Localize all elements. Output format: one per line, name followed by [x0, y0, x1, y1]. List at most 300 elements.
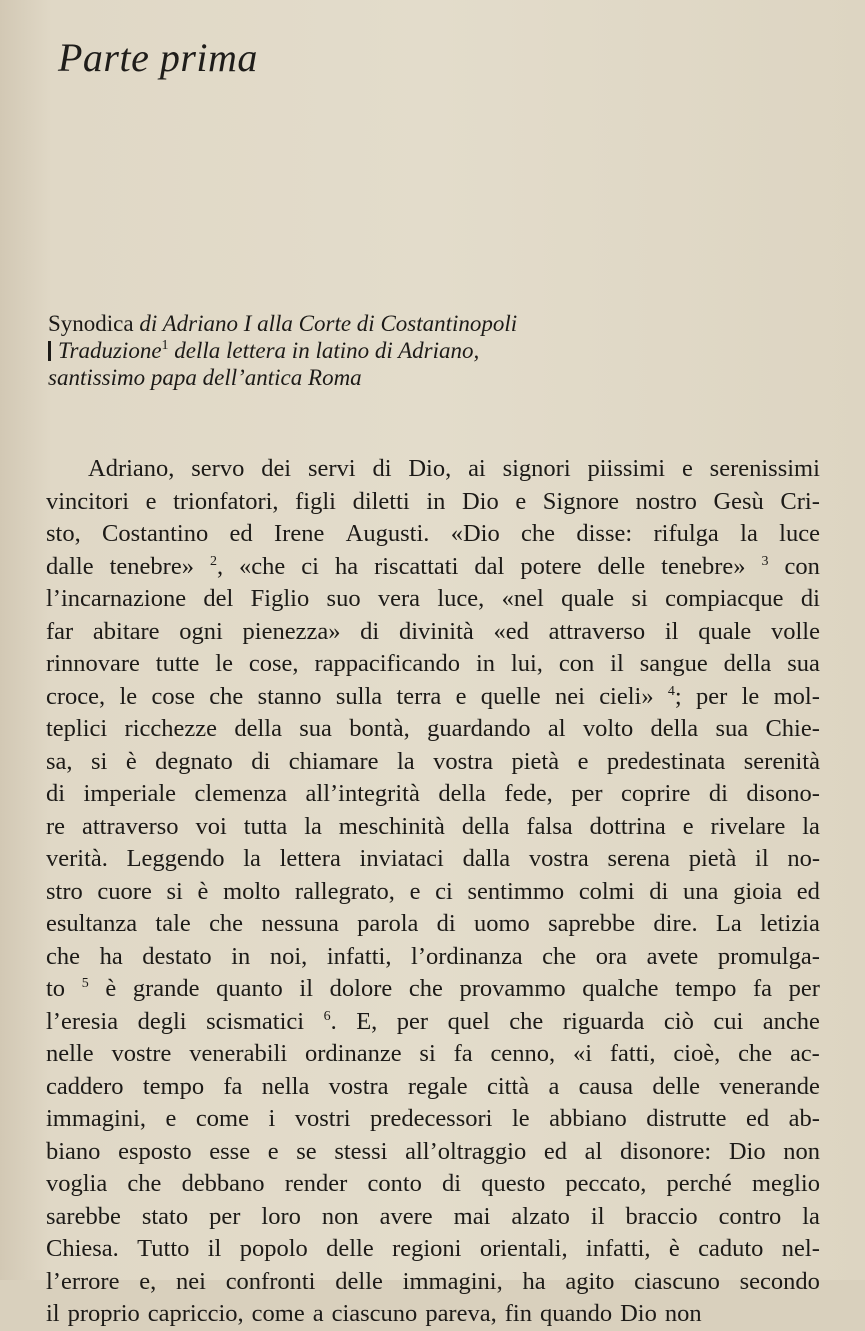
word: attraverso — [548, 617, 646, 645]
word: «che — [239, 552, 286, 580]
word: delle — [597, 552, 646, 580]
word: quale — [561, 585, 615, 612]
word: saprebbe — [548, 910, 636, 937]
word: parola — [357, 910, 419, 937]
word: all’oltraggio — [405, 1137, 527, 1165]
word: che — [209, 910, 244, 937]
word: che — [542, 942, 577, 970]
footnote-ref: 6 — [323, 1008, 331, 1024]
footnote-ref: 4 — [667, 683, 675, 699]
word: e — [455, 682, 467, 710]
word: stessi — [334, 1137, 388, 1165]
word: provammo — [459, 975, 566, 1002]
word: non — [783, 1137, 820, 1165]
word: debbano — [181, 1170, 265, 1197]
word: serenità — [743, 747, 820, 775]
word: è — [668, 1235, 680, 1262]
word: ac- — [789, 1040, 820, 1067]
word: a — [548, 1072, 560, 1100]
text-line — [46, 1201, 820, 1234]
word: grande — [132, 975, 200, 1002]
word: e — [577, 747, 589, 775]
word: servo — [191, 455, 245, 482]
word: e — [515, 487, 527, 515]
word: luce, — [437, 585, 485, 612]
word: confronti — [225, 1267, 316, 1295]
word: E, — [356, 1007, 378, 1035]
word: predecessori — [370, 1105, 493, 1132]
word: per — [696, 682, 728, 710]
word: ogni — [179, 617, 223, 645]
word: proprio — [67, 1300, 140, 1327]
word: regioni — [392, 1235, 462, 1262]
word: nostro — [635, 487, 697, 515]
word: scismatici — [206, 1007, 305, 1035]
word: la — [396, 747, 415, 775]
word: non — [664, 1300, 702, 1327]
word: pienezza» — [242, 617, 341, 645]
word: compiacque — [665, 585, 784, 612]
word: luce — [779, 520, 820, 547]
word: cieli» — [599, 682, 654, 710]
word: conto — [367, 1170, 422, 1197]
word: $^2$, — [209, 552, 224, 580]
word: orientali, — [479, 1235, 568, 1262]
word: vostra — [433, 747, 494, 775]
word: il — [610, 650, 624, 677]
word: fin — [504, 1300, 532, 1327]
word: e, — [139, 1267, 157, 1295]
word: all’integrità — [305, 780, 420, 807]
word: meschinità — [338, 812, 445, 840]
text-line — [46, 648, 820, 681]
word: nei — [554, 682, 585, 710]
word: sangue — [639, 650, 708, 677]
word: la — [740, 520, 758, 547]
word: si — [419, 1040, 436, 1067]
word: che — [509, 1007, 544, 1035]
word: con — [558, 650, 595, 677]
word: per — [209, 1202, 241, 1230]
word: tenebre» — [661, 552, 746, 580]
word: qualche — [582, 975, 659, 1002]
word: venerabili — [189, 1040, 288, 1067]
word: l’incarnazione — [46, 585, 187, 612]
word: bontà, — [349, 715, 410, 742]
word: che — [408, 975, 443, 1002]
word: far — [46, 617, 74, 645]
word: tutte — [155, 650, 200, 677]
caption-line-3 — [48, 364, 828, 391]
footnote-ref: 5 — [81, 976, 89, 991]
word: divinità — [398, 617, 474, 645]
word: promulga- — [717, 942, 820, 970]
word: tenebre» — [109, 552, 194, 580]
word: sentimmo — [467, 877, 565, 905]
word: disono- — [746, 780, 820, 807]
word: biano — [46, 1137, 101, 1165]
word: la — [802, 1202, 820, 1230]
text-line — [46, 1266, 820, 1299]
word: della — [461, 812, 510, 840]
word: con — [784, 552, 820, 580]
word: mai — [453, 1202, 491, 1230]
text-line — [46, 1006, 820, 1039]
text-line — [46, 1233, 820, 1266]
word: sa, — [46, 747, 73, 775]
word: Adriano, — [88, 455, 175, 482]
word: ha — [99, 942, 123, 970]
word: serena — [607, 845, 671, 872]
word: volto — [582, 715, 634, 742]
word: chiamare — [288, 747, 379, 775]
word: la — [243, 845, 261, 872]
word: la — [304, 812, 322, 840]
word: La — [715, 910, 742, 937]
word: Dio — [620, 1300, 657, 1327]
word: voi — [195, 812, 227, 840]
word: quelle — [480, 682, 541, 710]
word: Signore — [542, 487, 620, 515]
word: il — [755, 845, 769, 872]
word: Costantino — [102, 520, 209, 547]
word: e — [165, 1105, 177, 1132]
word: caduto — [698, 1235, 764, 1262]
text-line — [46, 551, 820, 584]
word: letizia — [760, 910, 820, 937]
word: riguarda — [562, 1007, 645, 1035]
word: si — [166, 877, 183, 905]
word: sto, — [46, 520, 81, 547]
word: il — [590, 1202, 605, 1230]
word: vostra — [528, 845, 589, 872]
word: il — [299, 975, 314, 1002]
word: ora — [595, 942, 628, 970]
text-line — [46, 876, 820, 909]
word: mol- — [773, 682, 820, 710]
word: e — [145, 487, 157, 515]
text-line — [46, 746, 820, 779]
word: pietà — [688, 845, 737, 872]
word: vostre — [111, 1040, 172, 1067]
word: ci — [301, 552, 319, 580]
word: il — [664, 617, 679, 645]
word: tempo — [675, 975, 737, 1002]
word: che — [521, 520, 556, 547]
word: anche — [762, 1007, 820, 1035]
word: molto — [223, 877, 281, 905]
word: secondo — [739, 1267, 820, 1295]
word: re — [46, 812, 66, 840]
word: fatti, — [609, 1040, 656, 1067]
word: Augusti. — [345, 520, 430, 547]
margin-bar — [48, 341, 51, 361]
word: ha — [334, 552, 359, 580]
word: infatti, — [326, 942, 392, 970]
word: Dio — [728, 1137, 766, 1165]
word: le — [741, 682, 760, 710]
word: di — [708, 780, 728, 807]
word: di — [436, 910, 456, 937]
word: delle — [335, 1267, 383, 1295]
word — [761, 551, 768, 584]
word: verità. — [46, 845, 108, 872]
word: al — [584, 1137, 603, 1165]
word: per — [571, 780, 603, 807]
word: l’errore — [46, 1267, 120, 1295]
word: ed — [229, 520, 253, 547]
word: Chie- — [765, 715, 820, 742]
word: caddero — [46, 1072, 124, 1100]
word: una — [683, 877, 719, 905]
word: il — [46, 1300, 60, 1327]
word: tale — [155, 910, 191, 937]
footnote-ref: 2 — [209, 553, 217, 569]
caption-line-2 — [48, 337, 828, 364]
word: avere — [379, 1202, 433, 1230]
text-line — [46, 1298, 820, 1331]
word: si — [91, 747, 108, 775]
word: ed — [745, 1105, 770, 1132]
word: capriccio, — [147, 1300, 244, 1327]
word: come — [251, 1300, 305, 1327]
word: ordinanze — [304, 1040, 402, 1067]
part-heading: Parte prima — [58, 35, 258, 80]
word: ciascuno — [331, 1300, 418, 1327]
word: lui, — [510, 650, 543, 677]
word: dire. — [653, 910, 698, 937]
word: figli — [295, 487, 336, 515]
word: piissimi — [587, 455, 666, 482]
word: dal — [474, 552, 505, 580]
word: ed — [543, 1137, 567, 1165]
word: in — [475, 650, 496, 677]
word: nelle — [46, 1040, 94, 1067]
word: al — [547, 715, 566, 742]
footnote-ref: 3 — [761, 553, 769, 569]
word: che — [127, 1170, 162, 1197]
word: le — [119, 682, 138, 710]
word: no- — [787, 845, 820, 872]
word: tempo — [142, 1072, 205, 1100]
word: volle — [770, 617, 820, 645]
word: e — [681, 455, 693, 482]
word: ci — [435, 877, 453, 905]
word: l’eresia — [46, 1007, 119, 1035]
word: colmi — [578, 877, 635, 905]
text-line — [46, 713, 820, 746]
word: «i — [572, 1040, 593, 1067]
word: fede, — [504, 780, 553, 807]
word: e — [409, 877, 421, 905]
word: distrutte — [646, 1105, 727, 1132]
word: servi — [307, 455, 356, 482]
word: in — [426, 487, 446, 515]
word: to — [46, 975, 66, 1002]
caption-title-italic: di Adriano I alla Corte di Costantinopoli — [139, 311, 518, 336]
word: pareva, — [425, 1300, 497, 1327]
word: vostri — [294, 1105, 351, 1132]
word: popolo — [239, 1235, 308, 1262]
word: fa — [752, 975, 773, 1002]
word: ed — [796, 877, 820, 905]
word: la — [802, 812, 820, 840]
word: nella — [261, 1072, 310, 1100]
word: fa — [453, 1040, 473, 1067]
word: tutta — [243, 812, 288, 840]
text-line — [46, 616, 820, 649]
word: avete — [646, 942, 699, 970]
word: in — [231, 942, 251, 970]
word: $^4$; — [667, 682, 682, 710]
word: degnato — [155, 747, 233, 775]
word: rifulga — [653, 520, 719, 547]
word: il — [207, 1235, 222, 1262]
word: lettera — [279, 845, 341, 872]
word: nel- — [781, 1235, 820, 1262]
text-line — [46, 486, 820, 519]
word: Dio — [461, 487, 499, 515]
word: stato — [141, 1202, 189, 1230]
word: si — [631, 585, 648, 612]
word: rappacificando — [314, 650, 461, 677]
word: stanno — [257, 682, 322, 710]
word: terra — [396, 682, 442, 710]
word: vostra — [328, 1072, 389, 1100]
word: di — [251, 747, 271, 775]
document-caption — [48, 310, 828, 391]
word: teplici — [46, 715, 108, 742]
word: alzato — [511, 1202, 570, 1230]
word: e — [267, 1137, 279, 1165]
word: Leggendo — [126, 845, 225, 872]
word: degli — [137, 1007, 187, 1035]
word: dolore — [329, 975, 393, 1002]
word: diletti — [352, 487, 410, 515]
word: come — [195, 1105, 249, 1132]
word: serenissimi — [709, 455, 820, 482]
word: quale — [698, 617, 752, 645]
word: esse — [209, 1137, 251, 1165]
word: delle — [652, 1072, 700, 1100]
word: quanto — [216, 975, 283, 1002]
word: braccio — [625, 1202, 698, 1230]
word: Dio, — [408, 455, 452, 482]
word: della — [438, 780, 486, 807]
word: clemenza — [194, 780, 288, 807]
text-line — [46, 811, 820, 844]
word: «nel — [501, 585, 544, 612]
text-line — [46, 518, 820, 551]
word: sua — [299, 715, 332, 742]
footnote-ref: 1 — [161, 338, 169, 353]
word: predestinata — [606, 747, 726, 775]
word: sulla — [335, 682, 383, 710]
word: del — [203, 585, 234, 612]
caption-subtitle: santissimo papa dell’antica Roma — [48, 365, 362, 390]
word: è — [105, 975, 117, 1002]
word: Figlio — [250, 585, 310, 612]
word: rivelare — [710, 812, 786, 840]
word: gioia — [733, 877, 783, 905]
word: che — [46, 942, 80, 970]
word: questo — [481, 1170, 546, 1197]
word: sarebbe — [46, 1202, 121, 1230]
word: causa — [578, 1072, 634, 1100]
word: esposto — [118, 1137, 192, 1165]
word: imperiale — [83, 780, 177, 807]
word: ab- — [788, 1105, 820, 1132]
word: Chiesa. — [46, 1235, 119, 1262]
word: potere — [520, 552, 582, 580]
word: uomo — [473, 910, 530, 937]
word: immagini, — [402, 1267, 503, 1295]
word: cuore — [97, 877, 152, 905]
word: rallegrato, — [294, 877, 395, 905]
word: città — [486, 1072, 530, 1100]
text-line — [46, 778, 820, 811]
word: cose — [151, 682, 195, 710]
word: di — [46, 780, 66, 807]
text-line — [46, 908, 820, 941]
word: sua — [787, 650, 820, 677]
word: della — [650, 715, 699, 742]
word: stro — [46, 877, 83, 905]
word: cui — [713, 1007, 744, 1035]
text-line — [46, 583, 820, 616]
word: noi, — [269, 942, 308, 970]
word: per — [396, 1007, 429, 1035]
word: croce, — [46, 682, 106, 710]
word: abitare — [92, 617, 160, 645]
word: riscattati — [374, 552, 459, 580]
word: l’ordinanza — [411, 942, 523, 970]
word: inviataci — [359, 845, 444, 872]
word: quel — [447, 1007, 490, 1035]
word: attraverso — [81, 812, 179, 840]
word: ha — [522, 1267, 546, 1295]
word: signori — [502, 455, 571, 482]
word: $^6$. — [323, 1007, 337, 1035]
word: immagini, — [46, 1105, 147, 1132]
word: nessuna — [261, 910, 339, 937]
word: cose, — [248, 650, 299, 677]
word: guardando — [427, 715, 531, 742]
word: cioè, — [673, 1040, 721, 1067]
word: ricchezze — [124, 715, 218, 742]
text-line — [46, 1071, 820, 1104]
word: quando — [539, 1300, 613, 1327]
word: è — [197, 877, 209, 905]
word: rinnovare — [46, 650, 140, 677]
word: dei — [261, 455, 292, 482]
word: agito — [565, 1267, 615, 1295]
word: dalla — [462, 845, 511, 872]
word: i — [268, 1105, 276, 1132]
word: le — [511, 1105, 530, 1132]
word: Cri- — [780, 487, 820, 515]
word: suo — [326, 585, 361, 612]
word: ciò — [663, 1007, 694, 1035]
word: «ed — [493, 617, 529, 645]
word: per — [788, 975, 820, 1002]
caption-translation-text: della lettera in latino di Adriano, — [168, 338, 480, 363]
word: se — [296, 1137, 317, 1165]
word: e — [682, 812, 694, 840]
text-line — [46, 681, 820, 714]
word: di — [800, 585, 820, 612]
word: trionfatori, — [173, 487, 279, 515]
